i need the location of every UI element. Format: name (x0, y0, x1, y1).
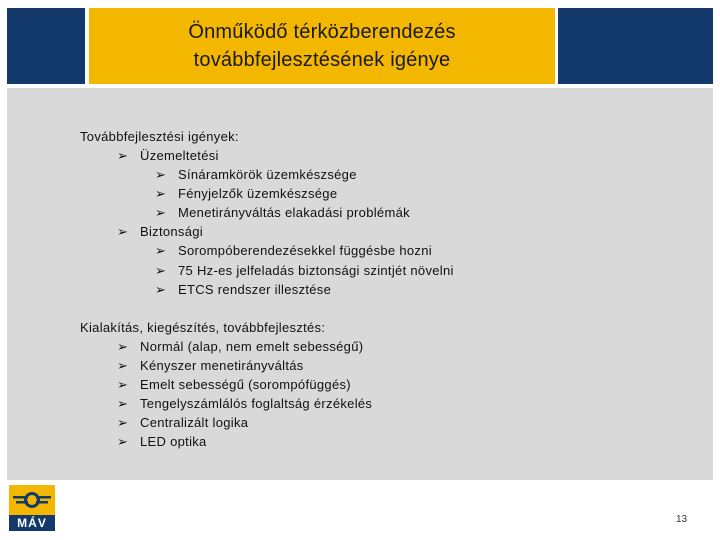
list-item: Menetirányváltás elakadási problémák (178, 205, 410, 220)
list-item: Centralizált logika (140, 415, 249, 430)
mav-logo (9, 485, 55, 531)
arrow-bullet-icon: ➢ (117, 224, 128, 239)
header-left-block (7, 8, 85, 84)
arrow-bullet-icon: ➢ (117, 396, 128, 411)
list-item: ETCS rendszer illesztése (178, 282, 332, 297)
list-item: Kényszer menetirányváltás (140, 358, 304, 373)
section2-heading: Kialakítás, kiegészítés, továbbfejlesztés: (80, 320, 326, 335)
list-item: Tengelyszámlálós foglaltság érzékelés (140, 396, 373, 411)
group-label-operational: Üzemeltetési (140, 148, 219, 163)
header-right-block (558, 8, 713, 84)
arrow-bullet-icon: ➢ (117, 358, 128, 373)
arrow-bullet-icon: ➢ (155, 282, 166, 297)
train-wing-icon (9, 485, 55, 515)
content-panel (7, 88, 713, 480)
arrow-bullet-icon: ➢ (155, 243, 166, 258)
group-label-safety: Biztonsági (140, 224, 203, 239)
list-item: LED optika (140, 434, 207, 449)
list-item: Sínáramkörök üzemkészsége (178, 167, 357, 182)
arrow-bullet-icon: ➢ (117, 377, 128, 392)
list-item: Emelt sebességű (sorompófüggés) (140, 377, 351, 392)
arrow-bullet-icon: ➢ (117, 339, 128, 354)
section1-heading: Továbbfejlesztési igények: (80, 129, 239, 144)
list-item: Sorompóberendezésekkel függésbe hozni (178, 243, 432, 258)
arrow-bullet-icon: ➢ (155, 186, 166, 201)
arrow-bullet-icon: ➢ (117, 148, 128, 163)
arrow-bullet-icon: ➢ (155, 167, 166, 182)
list-item: 75 Hz-es jelfeladás biztonsági szintjét növelni (178, 263, 454, 278)
arrow-bullet-icon: ➢ (155, 205, 166, 220)
title-line-2: továbbfejlesztésének igénye (193, 49, 451, 71)
logo-text: MÁV (17, 516, 47, 530)
list-item: Fényjelzők üzemkészsége (178, 186, 338, 201)
logo-emblem (9, 485, 55, 515)
arrow-bullet-icon: ➢ (155, 263, 166, 278)
list-item: Normál (alap, nem emelt sebességű) (140, 339, 364, 354)
arrow-bullet-icon: ➢ (117, 415, 128, 430)
title-line-1: Önműködő térközberendezés (188, 21, 456, 43)
arrow-bullet-icon: ➢ (117, 434, 128, 449)
page-number: 13 (676, 514, 688, 525)
page-title (89, 8, 555, 84)
